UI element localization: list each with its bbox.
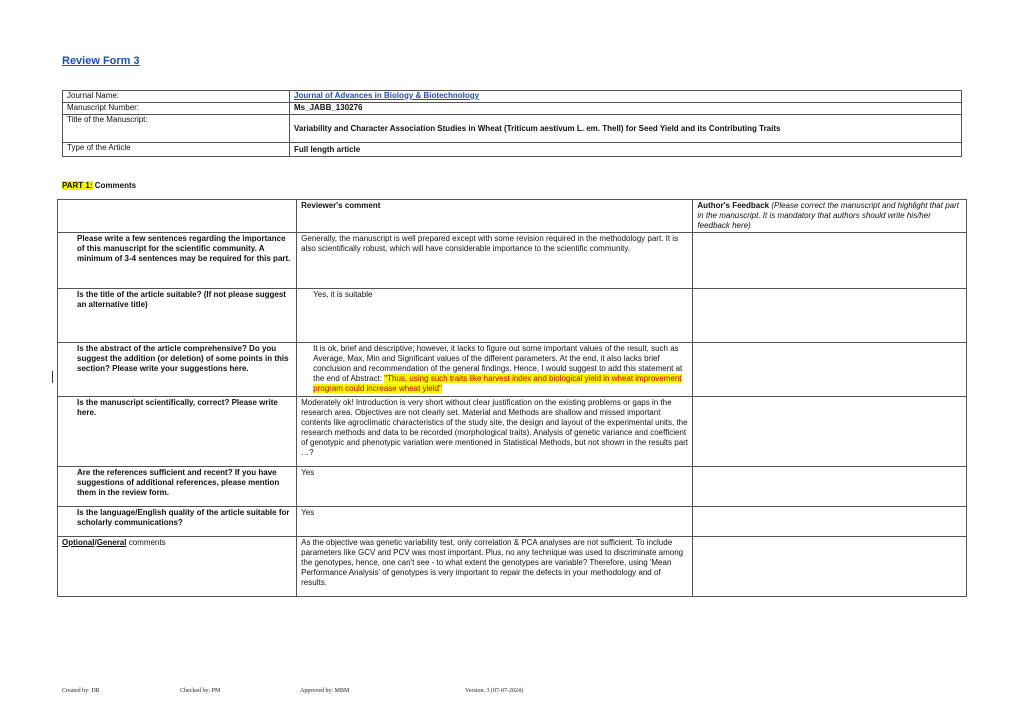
table-row bbox=[58, 289, 967, 343]
form-title: Review Form 3 bbox=[62, 55, 140, 67]
comment-abstract-highlight: "Thus, using such traits like harvest index and biological yield in wheat improvement program could increase wheat yield" bbox=[313, 374, 682, 393]
part-heading bbox=[62, 181, 136, 190]
table-row bbox=[58, 397, 967, 467]
feedback-importance[interactable] bbox=[693, 233, 967, 289]
feedback-language[interactable] bbox=[693, 507, 967, 537]
cursor-marker bbox=[52, 371, 53, 383]
question-importance: Please write a few sentences regarding the importance of this manuscript for the scientific community. A minimum of 3-4 sentences may be required for this part. bbox=[58, 233, 297, 289]
manuscript-number-value: Ms_JABB_130276 bbox=[290, 103, 962, 115]
optional-label-a: Optional bbox=[62, 538, 95, 547]
journal-label: Journal Name: bbox=[63, 91, 290, 103]
author-feedback-title: Author's Feedback bbox=[697, 201, 770, 210]
comment-optional: As the objective was genetic variability test, only correlation & PCA analyses are not sufficient. To include parameters like GCV and PCV was most important. Plus, no any technique was used to discriminate among the genotypes, hence, one can't see - to what extent the genotypes are variable? Therefore, using 'Mean Performance Analysis' of genotypes is very important to repair the defects in your methodology and of results. bbox=[297, 537, 693, 597]
question-abstract: Is the abstract of the article comprehensive? Do you suggest the addition (or deletion) of some points in this section? Please write your suggestions here. bbox=[58, 343, 297, 397]
footer-approved: Approved by: MBM bbox=[300, 688, 350, 694]
manuscript-number-label: Manuscript Number: bbox=[63, 103, 290, 115]
table-row bbox=[58, 467, 967, 507]
feedback-references[interactable] bbox=[693, 467, 967, 507]
feedback-abstract[interactable] bbox=[693, 343, 967, 397]
footer-version: Version: 3 (07-07-2024) bbox=[465, 688, 523, 694]
article-type-value: Full length article bbox=[290, 143, 962, 157]
question-scientific: Is the manuscript scientifically, correct? Please write here. bbox=[58, 397, 297, 467]
comment-references: Yes bbox=[297, 467, 693, 507]
feedback-title[interactable] bbox=[693, 289, 967, 343]
optional-label-c: comments bbox=[126, 538, 166, 547]
question-title: Is the title of the article suitable? (If not please suggest an alternative title) bbox=[58, 289, 297, 343]
feedback-scientific[interactable] bbox=[693, 397, 967, 467]
article-type-label: Type of the Article bbox=[63, 143, 290, 157]
manuscript-title-label: Title of the Manuscript: bbox=[63, 115, 290, 143]
comment-scientific: Moderately ok! Introduction is very short without clear justification on the existing problems or gaps in the research area. Objectives are not clearly set. Material and Methods are shallow and missed important contents like agroclimatic characteristics of the study site, the design and layout of the experimental units, the research methods and data to be recorded (morphological traits). Analysis of genetic variance and coefficient of genotypic and phenotypic variation were mentioned in Statistical Methods, but not shown in the results part …? bbox=[297, 397, 693, 467]
reviewer-comment-header: Reviewer's comment bbox=[297, 200, 693, 233]
question-language: Is the language/English quality of the article suitable for scholarly communications? bbox=[58, 507, 297, 537]
author-feedback-header bbox=[693, 200, 967, 233]
table-row bbox=[58, 537, 967, 597]
comment-title: Yes, it is suitable bbox=[297, 289, 693, 343]
header-blank bbox=[58, 200, 297, 233]
footer-created: Created by: DR bbox=[62, 688, 100, 694]
manuscript-title-value: Variability and Character Association Studies in Wheat (Triticum aestivum L. em. Thell) for Seed Yield and its Contributing Traits bbox=[290, 115, 962, 143]
optional-label-b: General bbox=[96, 538, 127, 547]
feedback-optional[interactable] bbox=[693, 537, 967, 597]
manuscript-info-table bbox=[62, 90, 962, 157]
part-number: PART 1: bbox=[62, 181, 93, 190]
table-row bbox=[58, 233, 967, 289]
question-references: Are the references sufficient and recent? If you have suggestions of additional references, please mention them in the review form. bbox=[58, 467, 297, 507]
optional-comments-label bbox=[58, 537, 297, 597]
comment-abstract bbox=[297, 343, 693, 397]
optional-label-sep: / bbox=[94, 538, 97, 547]
review-table bbox=[57, 199, 967, 597]
footer-checked: Checked by: PM bbox=[180, 688, 221, 694]
comment-importance: Generally, the manuscript is well prepared except with some revision required in the methodology part. It is also scientifically robust, which will have considerable importance to the scientific community. bbox=[297, 233, 693, 289]
author-feedback-note: (Please correct the manuscript and highlight that part in the manuscript. It is mandatory that authors should write his/her feedback here) bbox=[697, 201, 959, 230]
part-label: Comments bbox=[92, 181, 137, 190]
comment-abstract-text: It is ok, brief and descriptive; however, it lacks to figure out some important values of the result, such as Average, Max, Min and Significant values of the different parameters. At the end, it also lacks brief conclusion and recommendation of the general findings. Hence, I would suggest to add this statement at the end of Abstract: bbox=[313, 344, 683, 383]
table-row bbox=[58, 343, 967, 397]
table-row bbox=[58, 507, 967, 537]
journal-link[interactable]: Journal of Advances in Biology & Biotechnology bbox=[294, 91, 480, 100]
comment-language: Yes bbox=[297, 507, 693, 537]
